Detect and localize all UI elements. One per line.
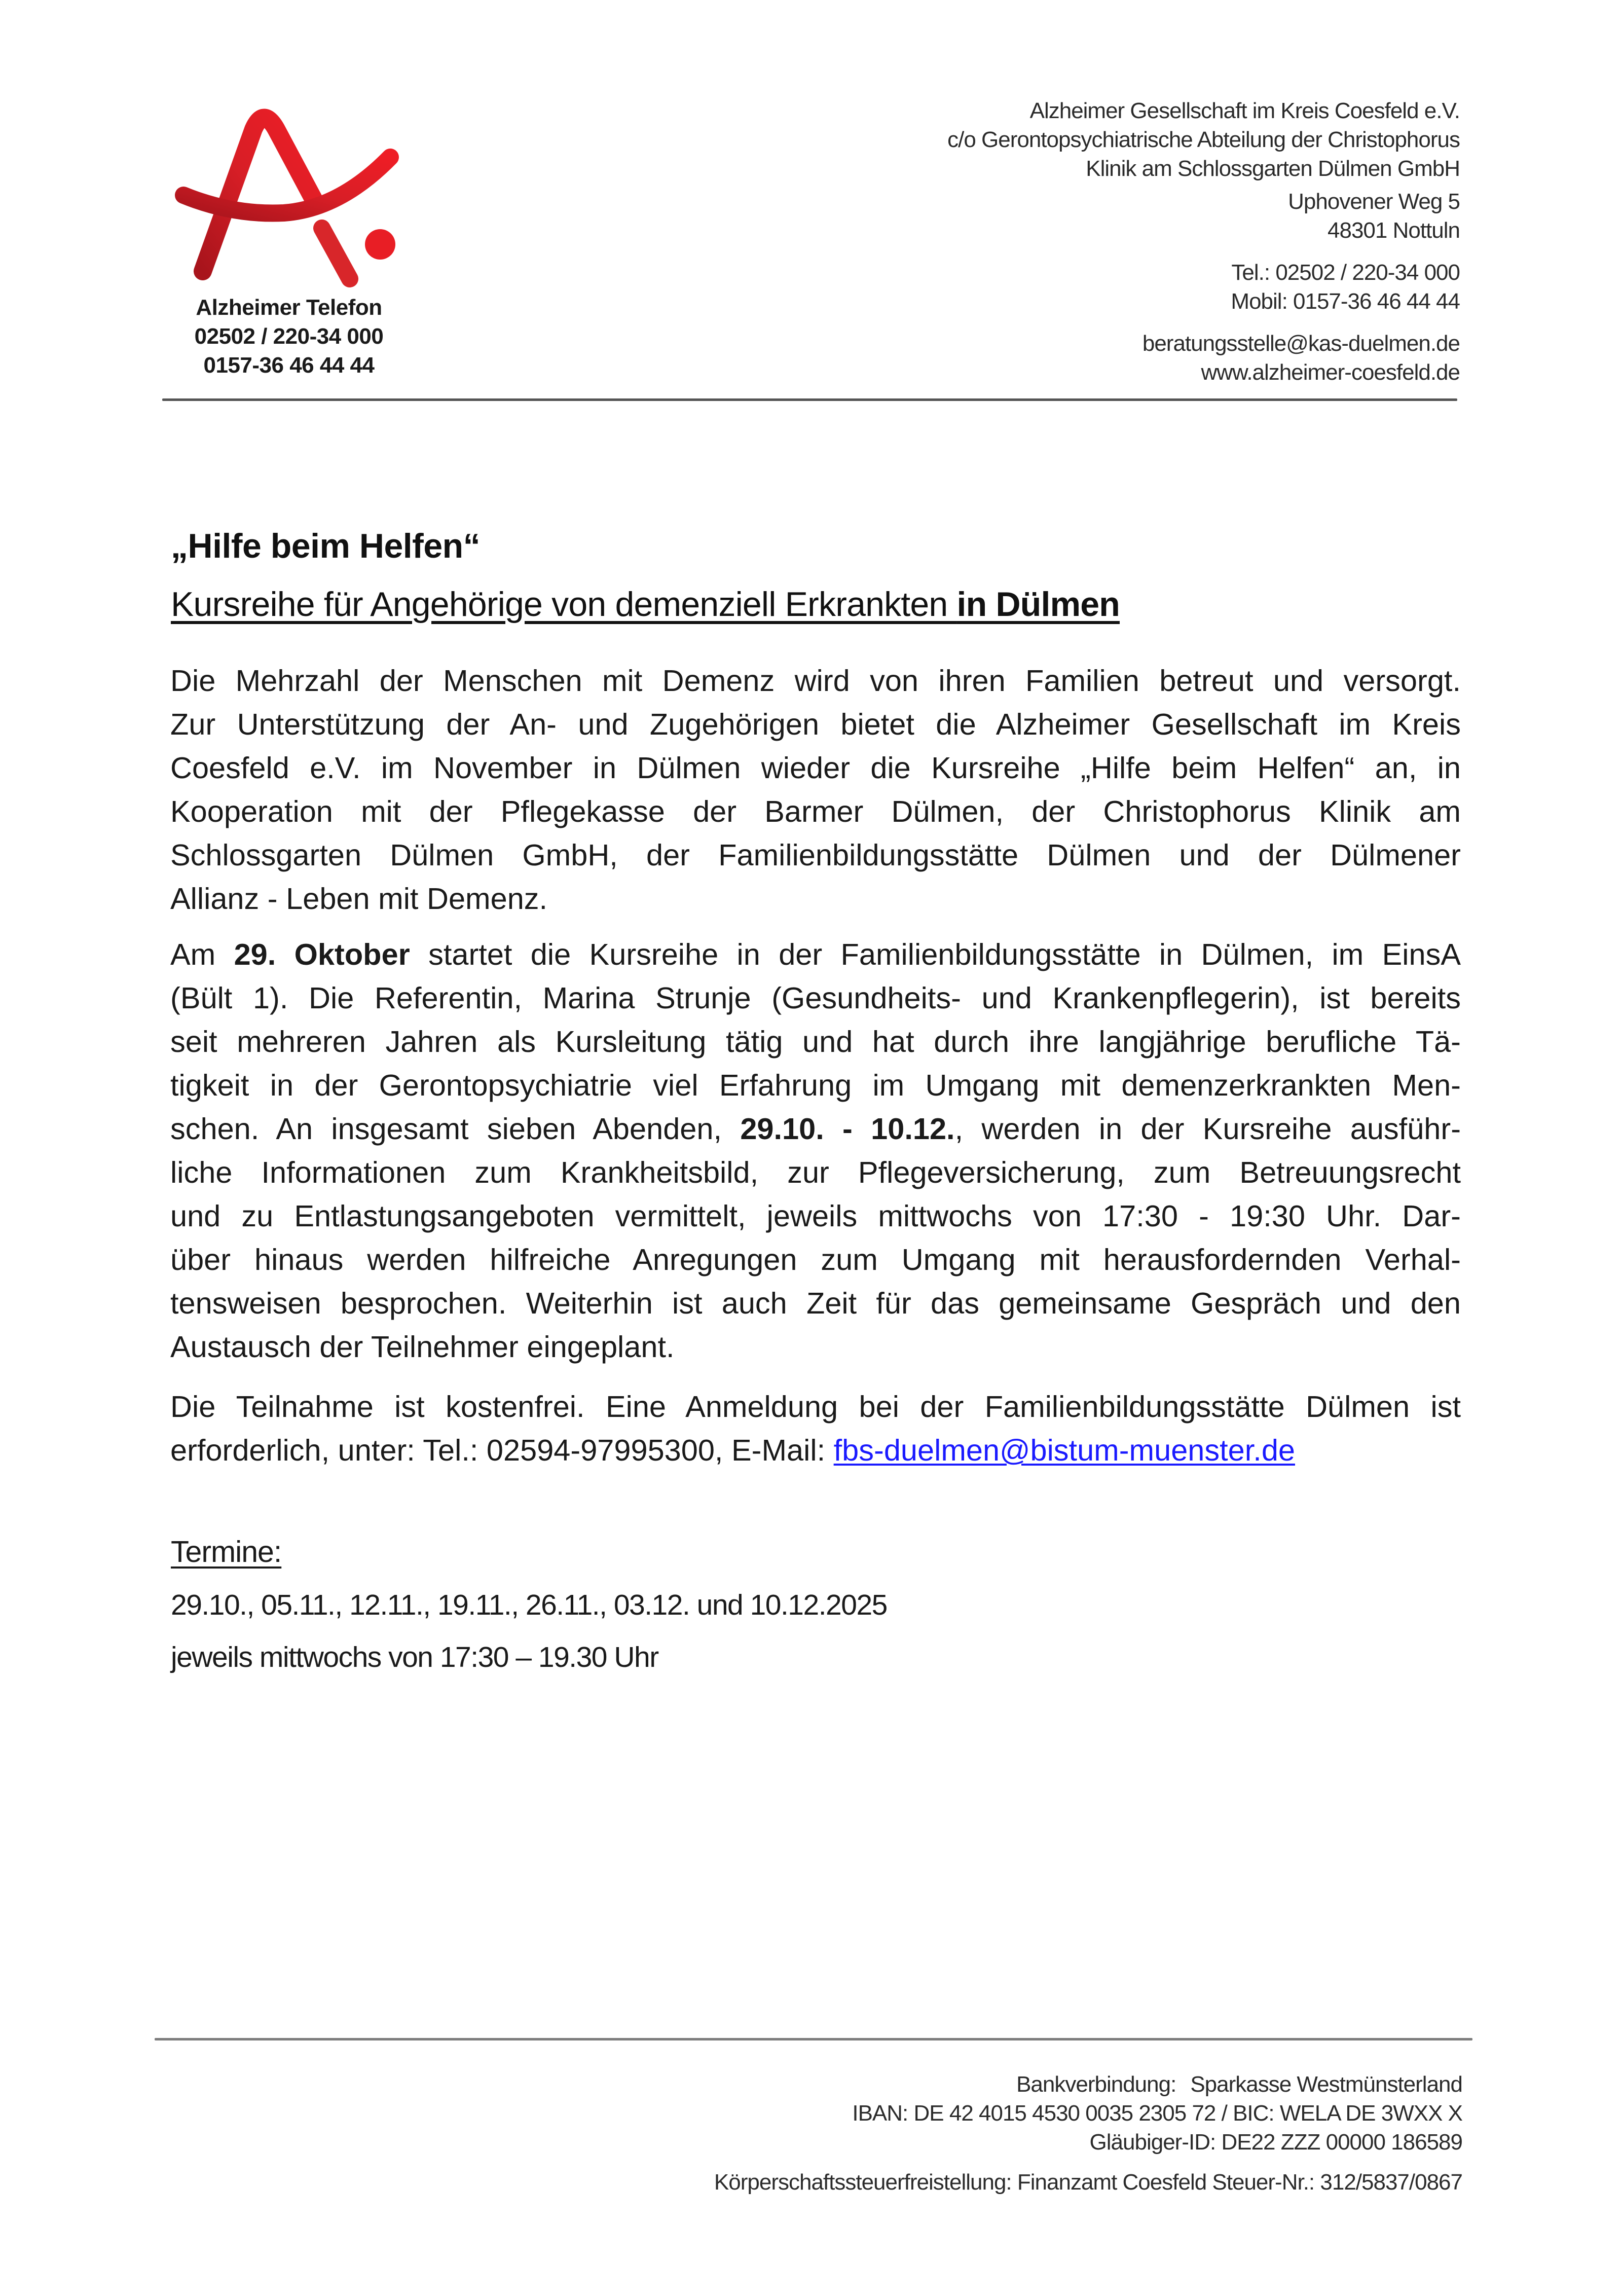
text-line [170, 933, 1461, 976]
text-line [170, 1429, 1461, 1472]
subtitle-text: Kursreihe für Angehörige von demenziell Erkrankten [171, 585, 957, 624]
bank-line [714, 2070, 1462, 2099]
hotline-label: Alzheimer Telefon [196, 295, 382, 320]
bic-label: / BIC: [1221, 2101, 1274, 2126]
text-line [170, 1107, 1461, 1151]
date-range: 29.10. - 10.12. [740, 1112, 955, 1146]
bank-name: Sparkasse Westmünsterland [1190, 2072, 1462, 2097]
iban-value: DE 42 4015 4530 0035 2305 72 [913, 2101, 1216, 2126]
text-line: und zu Entlastungsangeboten vermittelt, jeweils mittwochs von 17:30 - 19:30 Uhr. Dar- [170, 1199, 1461, 1233]
text-line: Die Teilnahme ist kostenfrei. Eine Anmeldung bei der Familienbildungsstätte Dülmen ist [170, 1390, 1461, 1424]
text-span: erforderlich, unter: Tel.: 02594-97995300, E-Mail: [170, 1433, 834, 1467]
header-divider [162, 398, 1457, 401]
paragraph-registration [170, 1385, 1461, 1472]
tel: Tel.: 02502 / 220-34 000 [1231, 260, 1460, 285]
website[interactable]: www.alzheimer-coesfeld.de [1201, 360, 1460, 385]
letterhead-address [947, 96, 1460, 387]
hotline-phone: 02502 / 220-34 000 [194, 324, 384, 349]
tax-label: Körperschaftssteuerfreistellung: [714, 2170, 1012, 2195]
email[interactable]: beratungsstelle@kas-duelmen.de [1142, 331, 1460, 356]
iban-line [714, 2099, 1462, 2128]
hotline-mobile: 0157-36 46 44 44 [203, 353, 375, 378]
text-line: liche Informationen zum Krankheitsbild, zur Pflegeversicherung, zum Betreuungsrecht [170, 1155, 1461, 1189]
subtitle-location: in Dülmen [956, 585, 1120, 624]
street: Uphovener Weg 5 [1288, 189, 1460, 214]
document-title: „Hilfe beim Helfen“ [171, 527, 481, 565]
creditor-id: DE22 ZZZ 00000 186589 [1221, 2130, 1462, 2155]
creditor-label: Gläubiger-ID: [1089, 2130, 1216, 2155]
iban-label: IBAN: [852, 2101, 908, 2126]
text-line: Schlossgarten Dülmen GmbH, der Familienbildungsstätte Dülmen und der Dülmener [170, 838, 1461, 872]
termine-heading: Termine: [171, 1535, 282, 1569]
hotline-block [167, 293, 411, 380]
registration-email-link[interactable]: fbs-duelmen@bistum-muenster.de [833, 1433, 1295, 1467]
termine-dates: 29.10., 05.11., 12.11., 19.11., 26.11., 03.12. und 10.12.2025 [171, 1589, 887, 1621]
text-line: über hinaus werden hilfreiche Anregungen zum Umgang mit herausfordernden Verhal- [170, 1243, 1461, 1277]
document-subtitle [171, 585, 1120, 624]
care-of-line-1: c/o Gerontopsychiatrische Abteilung der Christophorus [947, 127, 1460, 152]
care-of-line-2: Klinik am Schlossgarten Dülmen GmbH [1086, 156, 1460, 181]
org-name: Alzheimer Gesellschaft im Kreis Coesfeld e.V. [1029, 98, 1460, 123]
footer-divider [155, 2038, 1472, 2040]
tax-line [714, 2168, 1462, 2197]
text-line: Zur Unterstützung der An- und Zugehörigen bietet die Alzheimer Gesellschaft im Kreis [170, 707, 1461, 741]
paragraph-intro [170, 659, 1461, 921]
text-line: Austausch der Teilnehmer eingeplant. [170, 1330, 675, 1364]
start-date: 29. Oktober [234, 937, 410, 971]
text-line: tigkeit in der Gerontopsychiatrie viel Erfahrung im Umgang mit demenzerkrankten Men- [170, 1068, 1461, 1102]
footer-bank-info [714, 2070, 1462, 2197]
text-line: Coesfeld e.V. im November in Dülmen wieder die Kursreihe „Hilfe beim Helfen“ an, in [170, 751, 1461, 785]
bic-value: WELA DE 3WXX X [1279, 2101, 1462, 2126]
text-span: startet die Kursreihe in der Familienbildungsstätte in Dülmen, im EinsA [410, 937, 1461, 971]
alzheimer-logo-icon [172, 101, 406, 294]
text-line: Kooperation mit der Pflegekasse der Barmer Dülmen, der Christophorus Klinik am [170, 794, 1461, 828]
creditor-line [714, 2128, 1462, 2157]
text-line: (Bült 1). Die Referentin, Marina Strunje (Gesundheits- und Krankenpflegerin), ist bereits [170, 981, 1461, 1015]
text-span: Am [170, 937, 234, 971]
mobile: Mobil: 0157-36 46 44 44 [1231, 289, 1460, 314]
text-line: seit mehreren Jahren als Kursleitung tätig und hat durch ihre langjährige berufliche Tä- [170, 1025, 1461, 1059]
tax-text: Finanzamt Coesfeld Steuer-Nr.: 312/5837/0867 [1017, 2170, 1462, 2195]
paragraph-details [170, 933, 1461, 1369]
text-line: tensweisen besprochen. Weiterhin ist auch Zeit für das gemeinsame Gespräch und den [170, 1286, 1461, 1320]
termine-time: jeweils mittwochs von 17:30 – 19.30 Uhr [171, 1641, 658, 1673]
city: 48301 Nottuln [1328, 218, 1460, 243]
text-span: , werden in der Kursreihe ausführ- [954, 1112, 1461, 1146]
text-span: schen. An insgesamt sieben Abenden, [170, 1112, 741, 1146]
text-line: Allianz - Leben mit Demenz. [170, 882, 548, 916]
bank-label: Bankverbindung: [1016, 2072, 1176, 2097]
text-line: Die Mehrzahl der Menschen mit Demenz wird von ihren Familien betreut und versorgt. [170, 664, 1461, 698]
